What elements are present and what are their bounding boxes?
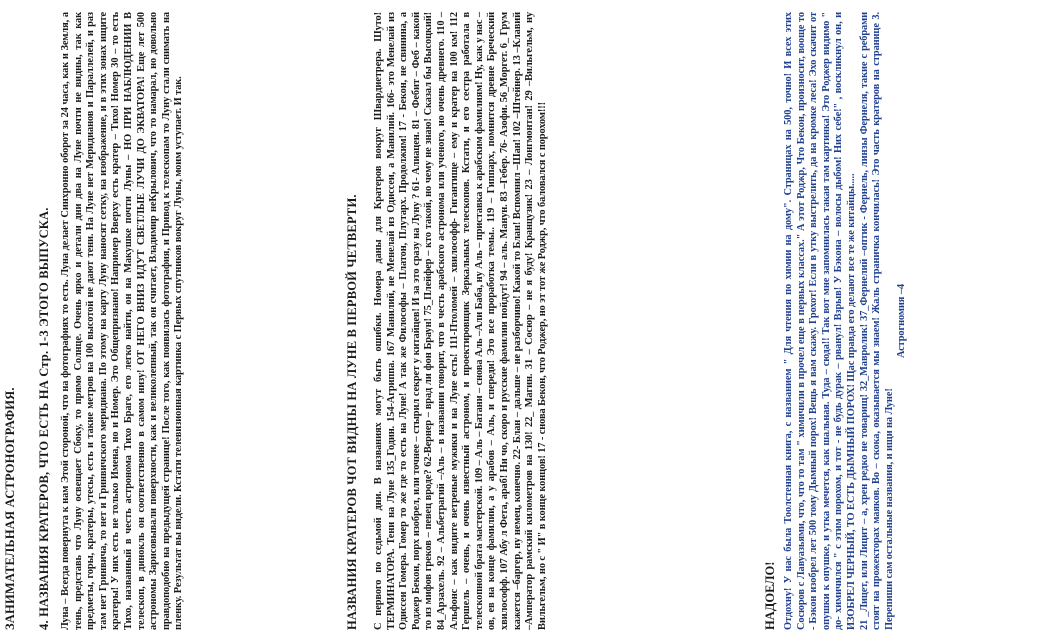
section-3-title: НАЗВАНИЯ КРАТЕРОВ ЧОТ ВИДНЫ НА ЛУНЕ В ПЕРВОЙ ЧЕТВЕРТИ. <box>345 194 359 630</box>
section-2-text: Луна – Всегда повернута к нам Этой стороной, что на фотографиях то есть. Луна делает Синхронно оборот за 24 часа, как и Земля, а тень, представь что Луну освещает Сбоку, то прямо Солнце. Очень ярко и детали дни два на Луне почти не видны, так как предметы, горы, кратеры, утесы, есть и такие метров на 100 высотой не дают тени. На Луне нет Меридианов и Параллелей, и раз там нет Гринвича, то нет и Гринвичского меридиана. По этому на карту Луну наносят сетку, на изображение, и в этих зонах ищите кратеры! У них есть не только Имена, но и Номер. Это Общепризнано! Например Вверху есть кратер – Тихо! Номер 30 – то есть Тихо, названный в честь астронома Тихо Браге, его легко найти, он на Макушке почти Луны – НО ПРИ НАБЛЮДЕНИИ В телескоп, в динокль он соответственно в самом низу! ОТ НЕГО ВНИЗ ИДУТ СВЕТЛЫЕ ЛУЧИ ДО ЭКВАТОРА! Еще лет 500 астрономы Зарисовывали поверхности, как и великолепный, так он считает, Владимир неКрылович, что то намарал, но довольно правдоподобно на предыдущей странице! После того, как появилась фотография, и Привод к телескопам то Луну стали снимать на пленку. Результат вы видели. Кстати телевизионная картинка с Первых спутников вокруг Луны, моим уступает. И так. <box>60 12 185 630</box>
section-4-text <box>783 12 909 630</box>
section-4-paragraph: Отдохну! У нас была Тоолстенная книга, с названием " Для чтения по химии на дому". Страницах на 500, точно! И всех этих Сосюров с Лавуазьями, что, что то там " химичили в прочел еще в первых классах." А этот Роджр, Что Бекон, произносит, вооще то - Бэкон изобрел лет 500 тому Дымный порох! Вещь я вам скажу. Грохот! Если в утку выстрелить, да на кромке леса! Эхо скачит от опушки к опушке, и утка мечется, как шальная. Туда – сюда!! Так вот мне запомнилась такая там картинка! Это Роджер видимо " до- химичился " с этим порохом, и тот - не будь дурак – рванул! Взрыв! У Бэкона – волосы дыбом! Них себе!" , воскликнул он, и ИЗОБРЕЛ ЧЕРНЫЙ, ТО ЕСТЬ ДЫМНЫЙ ПОРОХ! Щас правда его делают все те же китайцы..... 21 _Лицет, или Лицит – а, хрен редко не товарищ! 32_Мавролик! 37_Фернелий –оптик - Фернель, линзы Фернеля, такие с ребрами стоят на прожекторах маяков. Во – скока, оказывается мы знаем! Жаль страничка кончилась! Это часть кратеров на странице 3. Перепиши сам остальные названия, и ищи на Луне! <box>783 12 895 630</box>
nadoelo-heading: НАДОЕЛО! <box>763 561 777 630</box>
section-3-text: С первого по седьмой дни. В названиях могут быть ошибки. Номера даны для Кратеров вокруг Швардиетрера. Шуто! ТЕРМИНАТОРА. Тени на Луне 135_Годин. 154-Агриппа. 167 Манилий, не Менелай из Одиссеи, а Манилий. 166- это Менелай из Одиссеи Гомера. Гомер то же где то есть на Луне! А так же Философы – Платон, Плутарх. Продолжим! 17 - Бекон, не свинина, а Роджер Бекон, порх изобрел, или точнее – стырил секрет у китайцев! И за это сразу на Луну ? 61- Алиацен. 81 – Фебит – Феб – какой то из мифов греков – певец вроде? 62-Вернер – врад ли фон Браун! 75_Плейфер – кто такой, но чему не знаю! Сказал бы Высоцкий! 84_Арзахель. 92 – Альбетрагий –Аль – в названии говорит, что в честь арабского астронома или ученого, но очень древнего. 110 – Альфонс – как видите ветреные мужики и на Луне есть! 111-Птоломей – хвилософф- Гигантище – ему и кратер на 100 км! 112 Гершель – очень, и очень известный астроном, и проектировщик Зеркальных телескопов. Кстати, и его сестра работала в телескопной брата мастерской. 109 – Аль – Батани – снова Аль –Али Баба, ну Аль – приставка к арабским фамилиям! Ну, как у нас – ов, ев на конце фамилии, а у арабов – Аль, и спереди! Это все проработка темы.. 119 – Гиппарх, помнится древне Бреческий хвилософф. 107 Абу л Фета, араб! Ни чо, скоро и русские фамилии пойдут! 94 – аль. Манун. 83 –Гебер. 76- Азофи. 56_Моргет. 6_ Грум кажется –баргер, ну немец, конечно. 22- Блан – дальше – не разборчиво! Какой то Блан! Вспомнил –Шан! 102 –Штейнер. 13 –Клавий –Амператор рамский километров на 130! 22_ Магин. 31 – Сосюр – не я буду! Кранцузик! 23 – Лонгмонтан! 29 –Вильгельм, ну Вильгельм, но с " И" в конце концов! 17 - снова Бекон, что Роджер, но эт тот же Роджр, что баловался с порохом!!! <box>373 12 548 630</box>
section-2-title: 4. НАЗВАНИЯ КРАТЕРОВ, ЧТО ЕСТЬ НА Стр. 1-3 ЭТОГО ВЫПУСКА. <box>37 207 51 630</box>
section-1-title: ЗАНИМАТЕЛЬНАЯ АСТРОНОГРАФИЯ. <box>3 387 17 630</box>
signature: Астрогномия –4 <box>896 283 908 359</box>
